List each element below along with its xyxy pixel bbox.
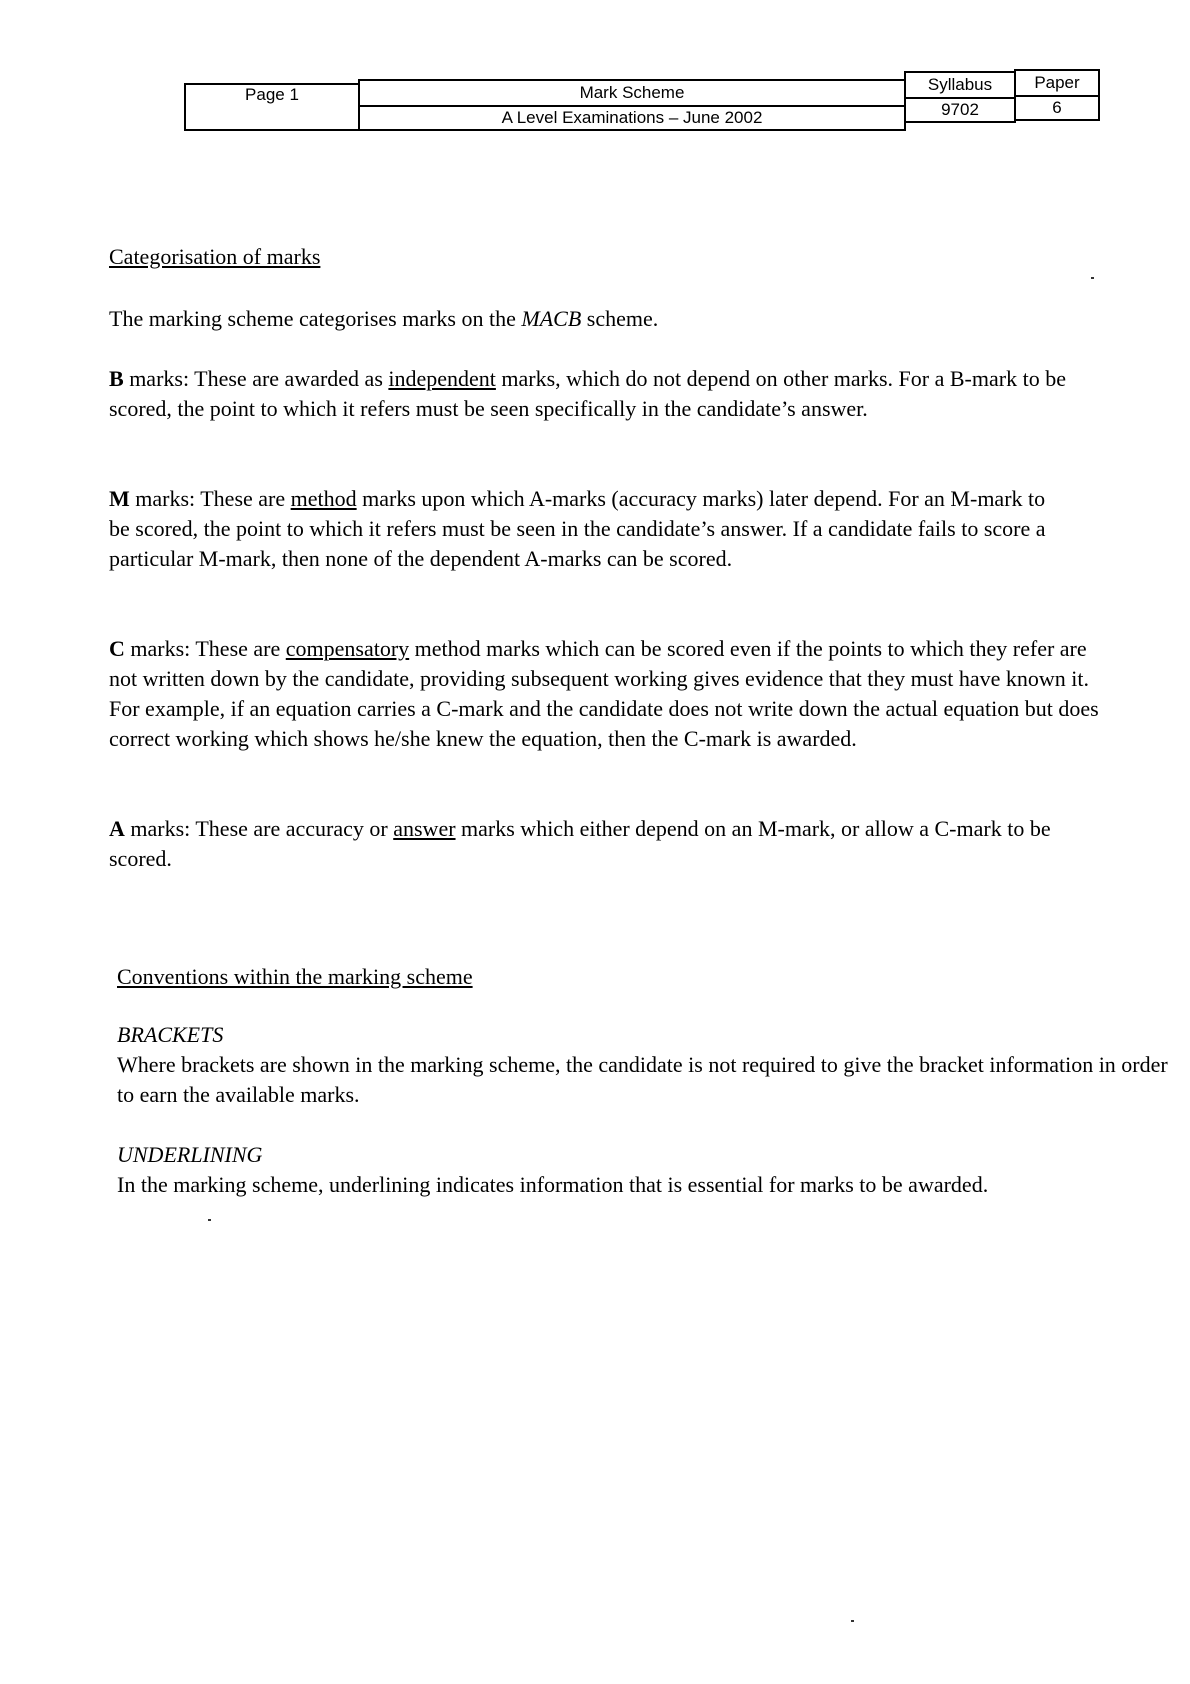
b-marks-paragraph: B marks: These are awarded as independent marks, which do not depend on other marks. For a B-mark to be scored, the point to which it refers must be seen specifically in the candidate’s answer. bbox=[109, 366, 1066, 421]
conventions-heading: Conventions within the marking scheme bbox=[117, 964, 473, 989]
scan-speck bbox=[208, 1219, 211, 1221]
macb-term: MACB bbox=[521, 306, 582, 331]
b-letter: B bbox=[109, 366, 124, 391]
m-letter: M bbox=[109, 486, 130, 511]
categorisation-heading: Categorisation of marks bbox=[109, 244, 321, 269]
syllabus-value: 9702 bbox=[941, 100, 979, 119]
scan-speck bbox=[1091, 277, 1094, 279]
a-marks-paragraph: A marks: These are accuracy or answer marks which either depend on an M-mark, or allow a C-mark to be scored. bbox=[109, 816, 1051, 871]
page-cell bbox=[184, 83, 360, 131]
syllabus-label: Syllabus bbox=[927, 75, 993, 94]
m-key-term: method bbox=[290, 486, 357, 511]
intro-paragraph: The marking scheme categorises marks on the MACB scheme. bbox=[109, 306, 659, 331]
m-marks-paragraph: M marks: These are method marks upon which A-marks (accuracy marks) later depend. For an M-mark to be scored, the point to which it refers must be seen in the candidate’s answer. If a candidate fails to score a particular M-mark, then none of the dependent A-marks can be scored. bbox=[109, 486, 1046, 571]
title-cell bbox=[358, 79, 906, 107]
c-marks-paragraph: C marks: These are compensatory method marks which can be scored even if the points to which they refer are not written down by the candidate, providing subsequent working gives evidence that they must have known it. For example, if an equation carries a C-mark and the candidate does not write down the actual equation but does correct working which shows he/she knew the equation, then the C-mark is awarded. bbox=[109, 636, 1099, 751]
c-letter: C bbox=[109, 636, 125, 661]
paper-label: Paper bbox=[1034, 73, 1080, 92]
underlining-title: UNDERLINING bbox=[117, 1142, 263, 1167]
paper-value-cell bbox=[1014, 95, 1100, 121]
underlining-text: In the marking scheme, underlining indicates information that is essential for marks to be awarded. bbox=[117, 1172, 989, 1197]
mark-scheme-title: Mark Scheme bbox=[579, 83, 685, 102]
paper-label-cell bbox=[1014, 69, 1100, 97]
syllabus-value-cell bbox=[904, 97, 1016, 123]
header-table bbox=[184, 69, 1100, 131]
brackets-text: Where brackets are shown in the marking scheme, the candidate is not required to give the bracket information in order to earn the available marks. bbox=[117, 1052, 1168, 1107]
paper-value: 6 bbox=[1052, 98, 1062, 117]
syllabus-label-cell bbox=[904, 71, 1016, 99]
b-key-term: independent bbox=[388, 366, 496, 391]
c-key-term: compensatory bbox=[285, 636, 410, 661]
a-letter: A bbox=[109, 816, 125, 841]
exam-subtitle: A Level Examinations – June 2002 bbox=[501, 108, 763, 127]
scan-speck bbox=[851, 1620, 854, 1622]
brackets-title: BRACKETS bbox=[117, 1022, 224, 1047]
a-key-term: answer bbox=[393, 816, 456, 841]
subtitle-cell bbox=[358, 105, 906, 131]
page-label: Page 1 bbox=[245, 85, 299, 104]
